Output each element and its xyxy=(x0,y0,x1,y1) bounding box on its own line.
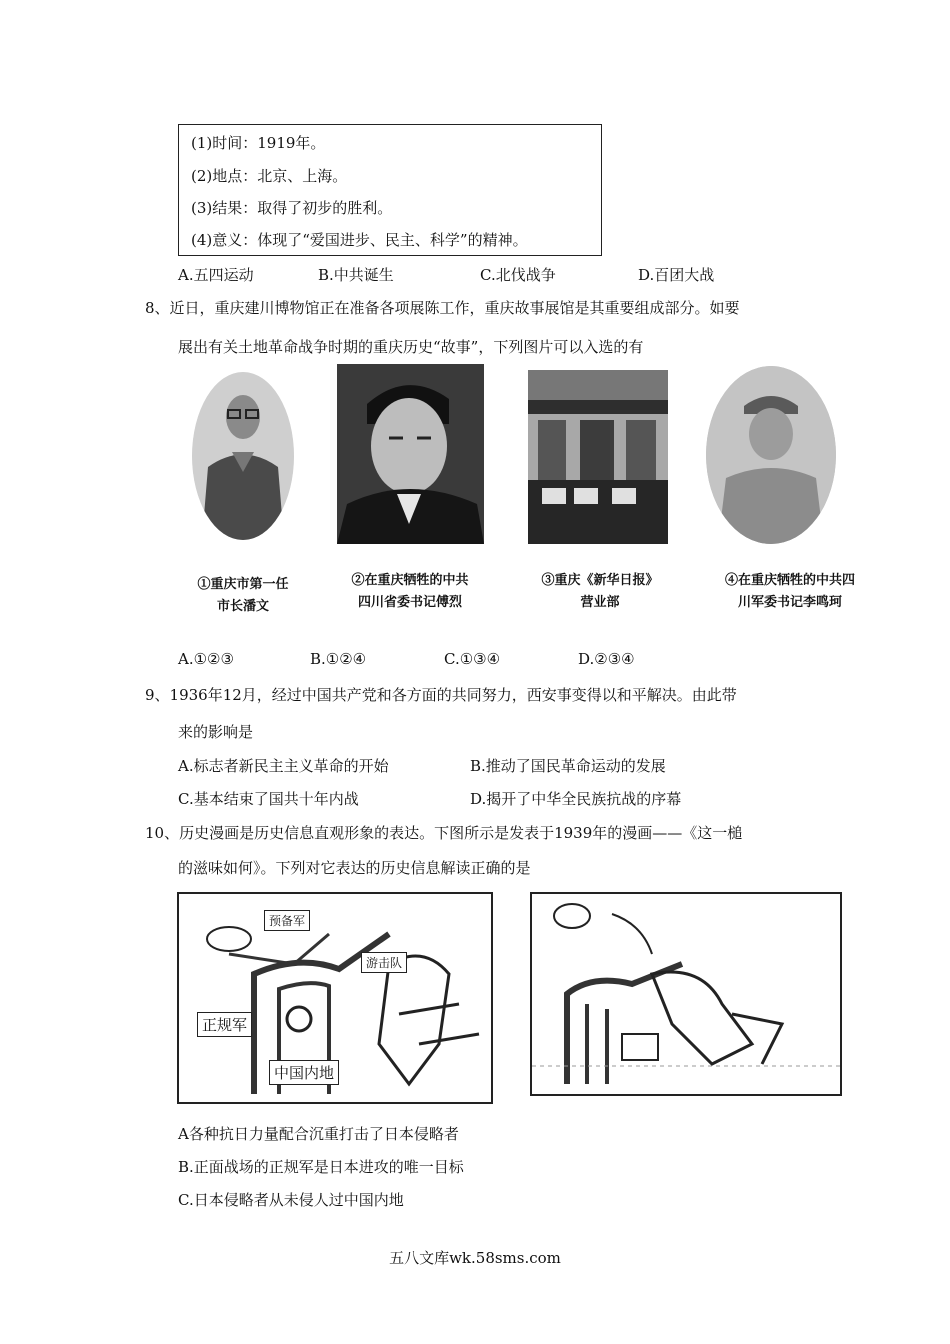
portrait-officer-glasses xyxy=(192,372,294,540)
q7-option-d: D.百团大战 xyxy=(638,266,715,284)
page-footer: 五八文库wk.58sms.com xyxy=(389,1249,561,1267)
q10-stem-line1: 10、历史漫画是历史信息直观形象的表达。下图所示是发表于1939年的漫画——《这一槌 xyxy=(145,824,743,842)
q9-option-a: A.标志者新民主主义革命的开始 xyxy=(178,757,389,775)
q8-stem-line1: 8、近日，重庆建川博物馆正在准备各项展陈工作，重庆故事展馆是其重要组成部分。如要 xyxy=(145,299,740,317)
q8-option-a: A.①②③ xyxy=(178,650,234,668)
photo-pan-wen xyxy=(192,372,294,540)
q7-option-a: A.五四运动 xyxy=(178,266,254,284)
q9-option-d: D.揭开了中华全民族抗战的序幕 xyxy=(470,790,682,808)
q9-stem-line2: 来的影响是 xyxy=(178,723,254,741)
q7-box-line: (2)地点：北京、上海。 xyxy=(191,167,348,185)
q7-box-line: (1)时间：1919年。 xyxy=(191,134,326,152)
q10-option-c: C.日本侵略者从未侵人过中国内地 xyxy=(178,1191,404,1209)
q8-option-d: D.②③④ xyxy=(578,650,635,668)
caption-photo-4: ④在重庆牺牲的中共四 川军委书记李鸣珂 xyxy=(724,573,855,610)
cartoon-panel-1 xyxy=(177,892,493,1104)
q8-stem-line2: 展出有关土地革命战争时期的重庆历史“故事”，下列图片可以入选的有 xyxy=(178,338,644,356)
label-china-inland: 中国内地 xyxy=(269,1060,339,1085)
label-regular-army: 正规军 xyxy=(197,1012,252,1037)
q9-option-c: C.基本结束了国共十年内战 xyxy=(178,790,359,808)
caption-photo-1: ①重庆市第一任 市长潘文 xyxy=(197,577,289,614)
photo-li-mingke xyxy=(706,366,836,544)
q7-box-line: (3)结果：取得了初步的胜利。 xyxy=(191,199,393,217)
cartoon-panel-2 xyxy=(530,892,842,1096)
building-storefront xyxy=(528,370,668,544)
q8-option-c: C.①③④ xyxy=(444,650,501,668)
label-guerrilla: 游击队 xyxy=(361,952,407,973)
q7-info-box xyxy=(178,124,602,256)
q10-option-b: B.正面战场的正规军是日本进攻的唯一目标 xyxy=(178,1158,464,1176)
q7-box-line: (4)意义：体现了“爱国进步、民主、科学”的精神。 xyxy=(191,231,528,249)
q10-stem-line2: 的滋味如何》。下列对它表达的历史信息解读正确的是 xyxy=(178,859,531,877)
q7-option-b: B.中共诞生 xyxy=(318,266,394,284)
label-reserve-army: 预备军 xyxy=(264,910,310,931)
q9-option-b: B.推动了国民革命运动的发展 xyxy=(470,757,666,775)
q10-option-a: A各种抗日力量配合沉重打击了日本侵略者 xyxy=(178,1125,459,1143)
portrait-young-man xyxy=(337,364,484,544)
portrait-soldier-cap xyxy=(706,366,836,544)
q7-option-c: C.北伐战争 xyxy=(480,266,556,284)
caption-photo-3: ③重庆《新华日报》 营业部 xyxy=(541,573,659,610)
q9-stem-line1: 9、1936年12月，经过中国共产党和各方面的共同努力，西安事变得以和平解决。由此带 xyxy=(145,686,737,704)
q8-option-b: B.①②④ xyxy=(310,650,367,668)
photo-xinhua-ribao-office xyxy=(528,370,668,544)
photo-fu-lie xyxy=(337,364,484,544)
cartoon-drawing-struggle xyxy=(532,894,840,1094)
caption-photo-2: ②在重庆牺牲的中共 四川省委书记傅烈 xyxy=(351,573,469,610)
